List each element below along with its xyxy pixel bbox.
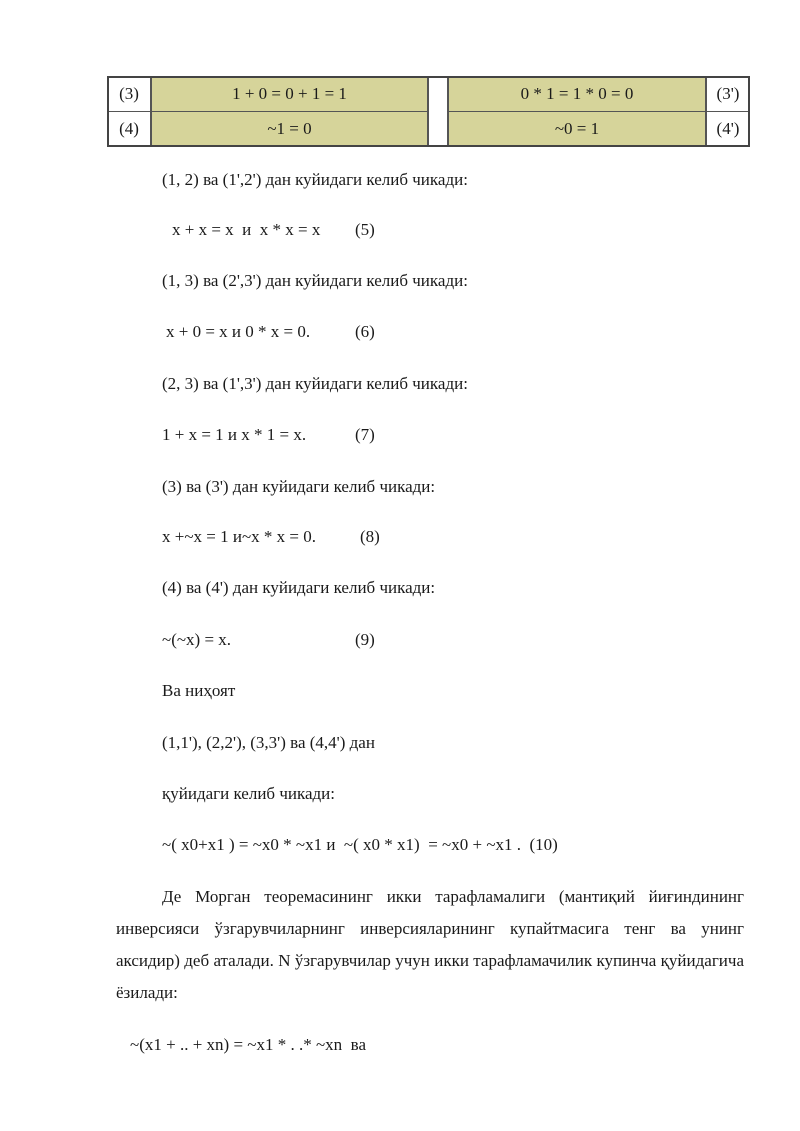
table-cell-equation: ~1 = 0	[151, 111, 428, 147]
derivation-intro: (4) ва (4') дан куйидаги келиб чикади:	[162, 578, 436, 597]
text-line: (1,1'), (2,2'), (3,3') ва (4,4') дан	[162, 733, 375, 752]
text-line: қуйидаги келиб чикади:	[162, 784, 335, 803]
derivation-intro: (1, 3) ва (2',3') дан куйидаги келиб чикади:	[162, 271, 468, 290]
equation: ~( x0+x1 ) = ~x0 * ~x1 и ~( x0 * x1) = ~x0 + ~x1 . (10)	[162, 835, 558, 854]
equation: x + 0 = x и 0 * x = 0.	[166, 322, 311, 341]
de-morgan-paragraph: Де Морган теоремасининг икки тарафламалиги (мантиқий йиғиндининг инверсияси ўзгарувчиларнинг инверсияларининг купайтмасига тенг ва унинг аксидир) деб аталади. N ўзгарувчилар учун икки тарафламачилик купинча қуйидагича ёзилади:	[116, 887, 744, 1002]
table-cell-equation: ~0 = 1	[448, 111, 706, 147]
identity-table	[107, 76, 750, 147]
table-cell-equation: 1 + 0 = 0 + 1 = 1	[151, 76, 428, 112]
equation: ~(~x) = x.	[162, 630, 232, 649]
equation-number: (8)	[360, 527, 380, 546]
derivation-intro: (3) ва (3') дан куйидаги келиб чикади:	[162, 477, 436, 496]
equation: ~(x1 + .. + xn) = ~x1 * . .* ~xn ва	[130, 1035, 367, 1054]
equation-number: (9)	[355, 630, 375, 649]
equation-number: (5)	[355, 220, 375, 239]
equation: x + x = x и x * x = x	[172, 220, 321, 239]
equation-number: (6)	[355, 322, 375, 341]
table-cell-number: (3')	[706, 76, 750, 112]
equation: 1 + x = 1 и x * 1 = x.	[162, 425, 307, 444]
table-cell-number: (4)	[107, 111, 151, 147]
text-line: Ва ниҳоят	[162, 681, 236, 700]
derivation-intro: (2, 3) ва (1',3') дан куйидаги келиб чикади:	[162, 374, 468, 393]
equation-number: (7)	[355, 425, 375, 444]
equation: x +~x = 1 и~x * x = 0.	[162, 527, 317, 546]
table-cell-equation: 0 * 1 = 1 * 0 = 0	[448, 76, 706, 112]
table-cell-number: (4')	[706, 111, 750, 147]
table-cell-number: (3)	[107, 76, 151, 112]
derivation-intro: (1, 2) ва (1',2') дан куйидаги келиб чикади:	[162, 170, 468, 189]
table-cell-spacer	[428, 76, 448, 147]
